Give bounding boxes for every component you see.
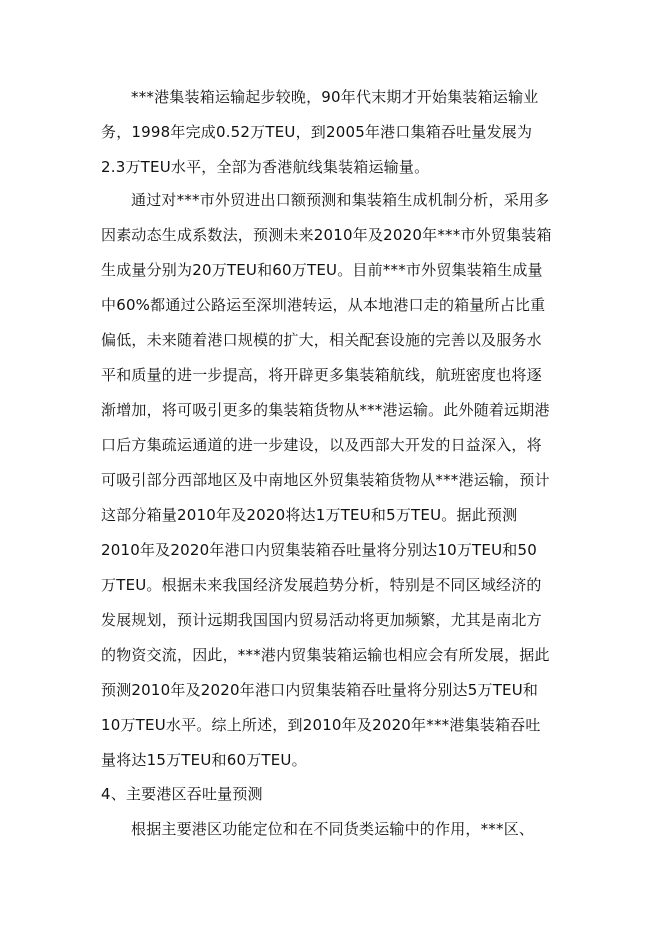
paragraph-2-line-1: 通过对***市外贸进出口额预测和集装箱生成机制分析，采用多 (131, 191, 550, 209)
paragraph-2-line-8: 口后方集疏运通道的进一步建设，以及西部大开发的日益深入，将 (101, 436, 542, 454)
paragraph-2-line-10: 这部分箱量2010年及2020将达1万TEU和5万TEU。据此预测 (101, 506, 518, 524)
paragraph-2-line-14: 的物资交流，因此，***港内贸集装箱运输也相应会有所发展，据此 (101, 646, 550, 664)
paragraph-2-line-7: 渐增加，将可吸引更多的集装箱货物从***港运输。此外随着远期港 (101, 401, 550, 419)
paragraph-1-line-1: ***港集装箱运输起步较晚，90年代末期才开始集装箱运输业 (131, 88, 539, 106)
paragraph-2-line-12: 万TEU。根据未来我国经济发展趋势分析，特别是不同区域经济的 (101, 576, 542, 594)
paragraph-4-line-1: 根据主要港区功能定位和在不同货类运输中的作用，***区、 (131, 820, 535, 838)
paragraph-2-line-9: 可吸引部分西部地区及中南地区外贸集装箱货物从***港运输，预计 (101, 471, 550, 489)
paragraph-2-line-16: 10万TEU水平。综上所述，到2010年及2020年***港集装箱吞吐 (101, 716, 541, 734)
paragraph-2-line-17: 量将达15万TEU和60万TEU。 (101, 751, 307, 769)
paragraph-2-line-2: 因素动态生成系数法，预测未来2010年及2020年***市外贸集装箱 (101, 226, 552, 244)
paragraph-2-line-11: 2010年及2020年港口内贸集装箱吞吐量将分别达10万TEU和50 (101, 541, 537, 559)
paragraph-2-line-5: 偏低，未来随着港口规模的扩大，相关配套设施的完善以及服务水 (101, 331, 542, 349)
section-heading: 4、主要港区吞吐量预测 (101, 785, 263, 803)
paragraph-2-line-6: 平和质量的进一步提高，将开辟更多集装箱航线，航班密度也将逐 (101, 366, 542, 384)
paragraph-2-line-15: 预测2010年及2020年港口内贸集装箱吞吐量将分别达5万TEU和 (101, 681, 539, 699)
paragraph-2-line-3: 生成量分别为20万TEU和60万TEU。目前***市外贸集装箱生成量 (101, 261, 543, 279)
paragraph-2-line-4: 中60%都通过公路运至深圳港转运，从本地港口走的箱量所占比重 (101, 296, 546, 314)
paragraph-1-line-2: 务，1998年完成0.52万TEU，到2005年港口集箱吞吐量发展为 (101, 123, 533, 141)
paragraph-2-line-13: 发展规划，预计远期我国国内贸易活动将更加频繁，尤其是南北方 (101, 611, 542, 629)
paragraph-1-line-3: 2.3万TEU水平，全部为香港航线集装箱运输量。 (101, 158, 430, 176)
